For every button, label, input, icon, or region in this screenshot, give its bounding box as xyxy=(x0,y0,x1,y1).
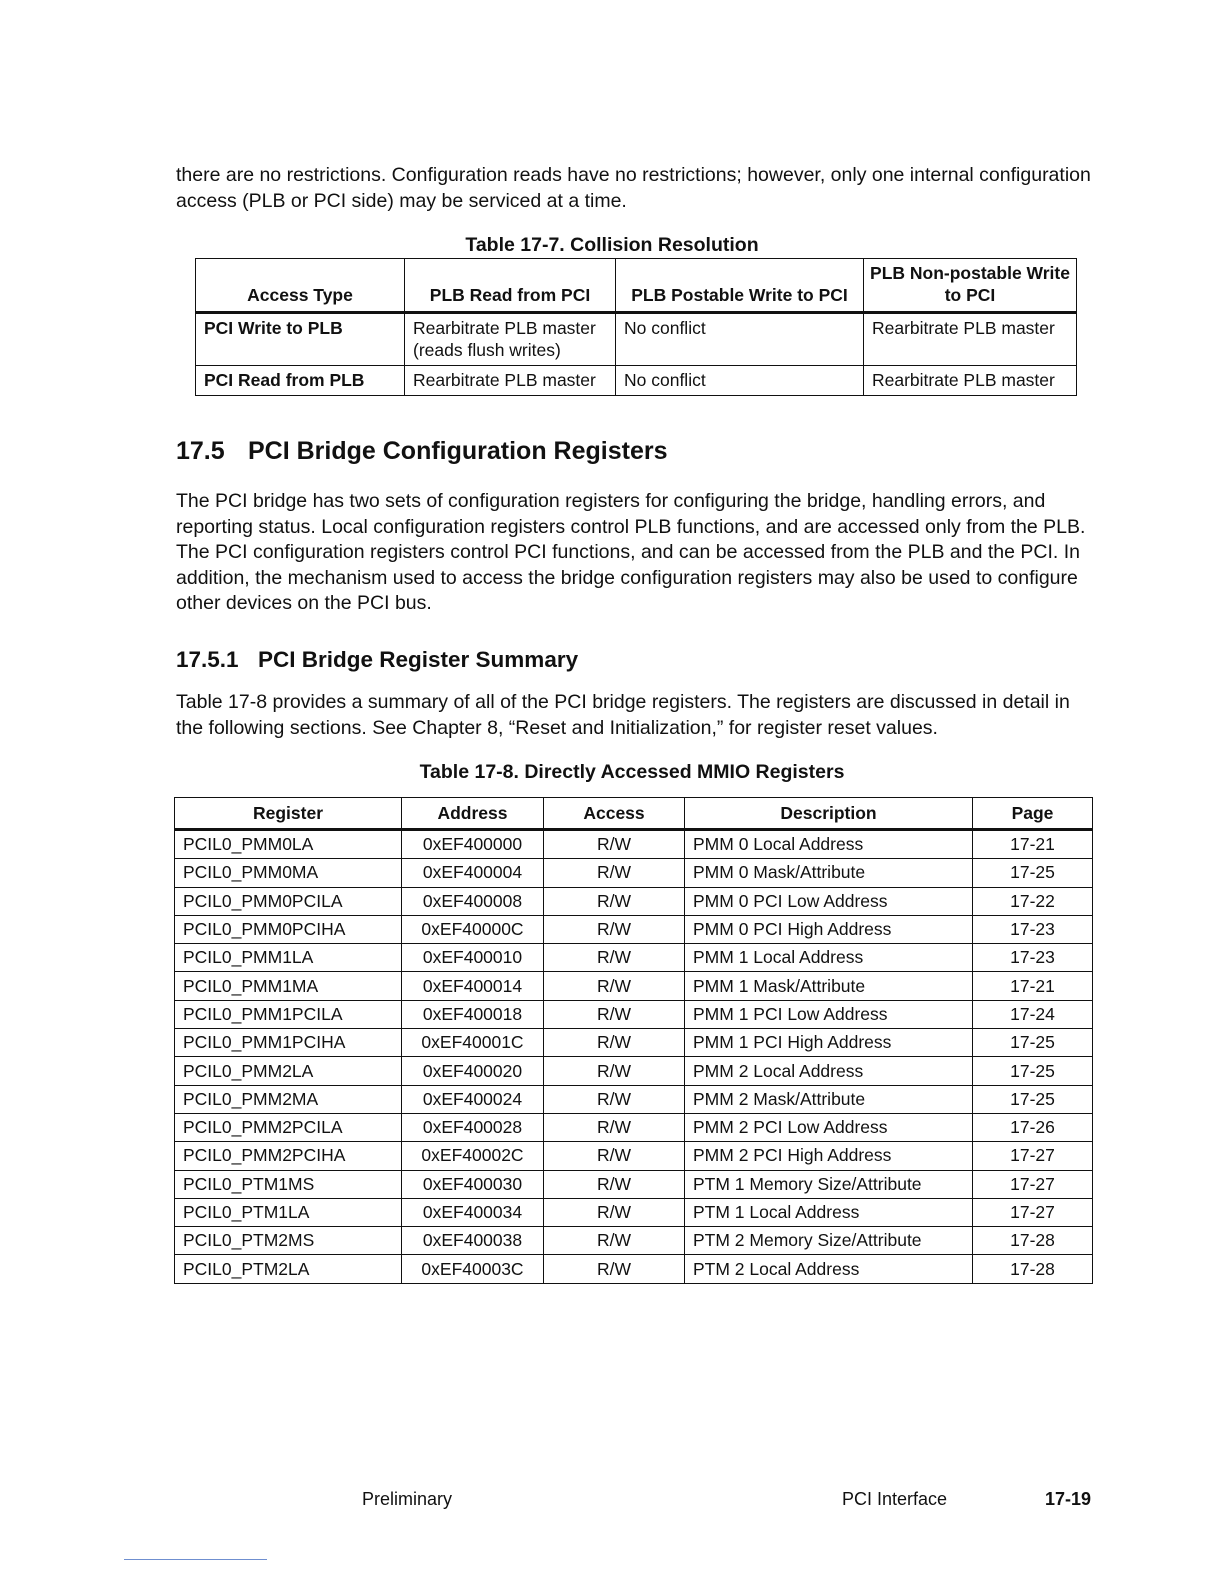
table-cell: 17-28 xyxy=(973,1227,1093,1255)
table-cell: 0xEF400004 xyxy=(402,859,544,887)
table-cell: 17-26 xyxy=(973,1113,1093,1141)
table-cell: 0xEF400014 xyxy=(402,972,544,1000)
table-cell: Rearbitrate PLB master xyxy=(864,366,1077,396)
table-cell: R/W xyxy=(544,1198,685,1226)
table-cell: R/W xyxy=(544,1000,685,1028)
table-row xyxy=(175,887,1093,915)
table-cell: Rearbitrate PLB master xyxy=(864,313,1077,366)
section-number: 17.5 xyxy=(176,437,225,465)
table-cell: 17-25 xyxy=(973,1029,1093,1057)
table-cell: No conflict xyxy=(616,313,864,366)
table-cell: PMM 0 PCI Low Address xyxy=(685,887,973,915)
table-cell: PCIL0_PMM2PCIHA xyxy=(175,1142,402,1170)
table-cell: R/W xyxy=(544,887,685,915)
table-cell: 0xEF40000C xyxy=(402,915,544,943)
table-cell: PCIL0_PMM2PCILA xyxy=(175,1113,402,1141)
table-cell: 0xEF40002C xyxy=(402,1142,544,1170)
table-row xyxy=(175,1170,1093,1198)
header-cell: Access xyxy=(544,798,685,830)
table-cell: 17-21 xyxy=(973,830,1093,859)
intro-paragraph: there are no restrictions. Configuration reads have no restrictions; however, only one internal configuration access (PLB or PCI side) may be serviced at a time. xyxy=(176,164,1091,212)
table-cell: PCIL0_PMM1LA xyxy=(175,944,402,972)
table-cell: 17-25 xyxy=(973,1057,1093,1085)
section-17-5-1-heading xyxy=(176,647,578,673)
table-cell: PMM 1 Local Address xyxy=(685,944,973,972)
table-cell: 17-23 xyxy=(973,944,1093,972)
header-cell: PLB Read from PCI xyxy=(405,259,616,313)
table-cell: PMM 1 PCI Low Address xyxy=(685,1000,973,1028)
table-cell: PMM 2 Mask/Attribute xyxy=(685,1085,973,1113)
mmio-registers-table xyxy=(174,797,1093,1284)
table-cell: 17-27 xyxy=(973,1170,1093,1198)
table-cell: R/W xyxy=(544,859,685,887)
row-header-cell: PCI Write to PLB xyxy=(196,313,405,366)
table-cell: 17-27 xyxy=(973,1198,1093,1226)
table-17-7-caption: Table 17-7. Collision Resolution xyxy=(465,234,759,256)
header-cell: Page xyxy=(973,798,1093,830)
bottom-rule xyxy=(124,1559,267,1560)
table-row xyxy=(175,944,1093,972)
header-cell: Address xyxy=(402,798,544,830)
table-row xyxy=(175,1142,1093,1170)
table-17-8-caption: Table 17-8. Directly Accessed MMIO Registers xyxy=(419,761,845,783)
table-cell: 0xEF400010 xyxy=(402,944,544,972)
section-17-5-body: The PCI bridge has two sets of configuration registers for configuring the bridge, handling errors, and reporting status. Local configuration registers control PLB functions, and are accessed only from the PLB. The PCI configuration registers control PCI functions, and can be accessed from the PLB and the PCI. In addition, the mechanism used to access the bridge configuration registers may also be used to configure other devices on the PCI bus. xyxy=(176,490,1086,614)
table-cell: 0xEF400018 xyxy=(402,1000,544,1028)
table-cell: 17-25 xyxy=(973,859,1093,887)
table-row xyxy=(175,1085,1093,1113)
table-cell: 0xEF40003C xyxy=(402,1255,544,1283)
table-cell: PMM 2 PCI High Address xyxy=(685,1142,973,1170)
table-cell: PCIL0_PTM1LA xyxy=(175,1198,402,1226)
table-row xyxy=(175,1255,1093,1283)
table-cell: 0xEF400008 xyxy=(402,887,544,915)
table-cell: PCIL0_PMM0PCILA xyxy=(175,887,402,915)
table-cell: R/W xyxy=(544,1142,685,1170)
footer-status: Preliminary xyxy=(362,1489,453,1509)
table-row xyxy=(175,972,1093,1000)
table-cell: 17-27 xyxy=(973,1142,1093,1170)
table-cell: PMM 1 PCI High Address xyxy=(685,1029,973,1057)
table-cell: 0xEF40001C xyxy=(402,1029,544,1057)
section-number: 17.5.1 xyxy=(176,647,239,672)
table-cell: PTM 2 Memory Size/Attribute xyxy=(685,1227,973,1255)
table-cell: R/W xyxy=(544,1170,685,1198)
table-cell: R/W xyxy=(544,1227,685,1255)
table-cell: R/W xyxy=(544,972,685,1000)
table-cell: 0xEF400000 xyxy=(402,830,544,859)
table-cell: PCIL0_PMM1PCILA xyxy=(175,1000,402,1028)
table-row xyxy=(175,1057,1093,1085)
table-cell: PCIL0_PTM1MS xyxy=(175,1170,402,1198)
table-cell: PMM 0 Local Address xyxy=(685,830,973,859)
table-cell: 17-22 xyxy=(973,887,1093,915)
table-cell: PTM 2 Local Address xyxy=(685,1255,973,1283)
table-cell: No conflict xyxy=(616,366,864,396)
table-cell: R/W xyxy=(544,830,685,859)
header-cell: Register xyxy=(175,798,402,830)
table-cell: 17-24 xyxy=(973,1000,1093,1028)
table-cell: PCIL0_PMM0LA xyxy=(175,830,402,859)
table-cell: R/W xyxy=(544,1029,685,1057)
table-cell: R/W xyxy=(544,1255,685,1283)
table-cell: 0xEF400030 xyxy=(402,1170,544,1198)
table-cell: PCIL0_PMM0PCIHA xyxy=(175,915,402,943)
table-cell: 0xEF400024 xyxy=(402,1085,544,1113)
table-row xyxy=(196,366,1077,396)
table-cell: PCIL0_PTM2LA xyxy=(175,1255,402,1283)
table-cell: R/W xyxy=(544,1057,685,1085)
table-row xyxy=(175,1000,1093,1028)
footer-page-number: 17-19 xyxy=(1045,1489,1092,1509)
table-header-row xyxy=(196,259,1077,313)
row-header-cell: PCI Read from PLB xyxy=(196,366,405,396)
table-cell: 0xEF400038 xyxy=(402,1227,544,1255)
table-cell: PMM 0 PCI High Address xyxy=(685,915,973,943)
table-row xyxy=(175,1198,1093,1226)
table-cell: R/W xyxy=(544,944,685,972)
table-cell: PTM 1 Memory Size/Attribute xyxy=(685,1170,973,1198)
table-cell: 0xEF400028 xyxy=(402,1113,544,1141)
table-row xyxy=(175,915,1093,943)
header-cell: PLB Non-postable Write to PCI xyxy=(864,259,1077,313)
table-cell: PMM 2 PCI Low Address xyxy=(685,1113,973,1141)
header-cell: Description xyxy=(685,798,973,830)
table-cell: PCIL0_PTM2MS xyxy=(175,1227,402,1255)
table-cell: 0xEF400034 xyxy=(402,1198,544,1226)
table-cell: Rearbitrate PLB master (reads flush writes) xyxy=(405,313,616,366)
table-cell: PCIL0_PMM1MA xyxy=(175,972,402,1000)
table-cell: PMM 1 Mask/Attribute xyxy=(685,972,973,1000)
table-cell: 0xEF400020 xyxy=(402,1057,544,1085)
header-cell: PLB Postable Write to PCI xyxy=(616,259,864,313)
table-row xyxy=(175,1113,1093,1141)
table-cell: R/W xyxy=(544,1085,685,1113)
table-cell: PCIL0_PMM0MA xyxy=(175,859,402,887)
footer-chapter: PCI Interface xyxy=(842,1489,948,1509)
table-cell: Rearbitrate PLB master xyxy=(405,366,616,396)
table-cell: 17-21 xyxy=(973,972,1093,1000)
table-cell: PMM 0 Mask/Attribute xyxy=(685,859,973,887)
table-row xyxy=(196,313,1077,366)
table-cell: PMM 2 Local Address xyxy=(685,1057,973,1085)
table-header-row xyxy=(175,798,1093,830)
section-17-5-heading xyxy=(176,437,667,466)
table-cell: 17-25 xyxy=(973,1085,1093,1113)
table-row xyxy=(175,1029,1093,1057)
table-cell: PTM 1 Local Address xyxy=(685,1198,973,1226)
table-cell: PCIL0_PMM2MA xyxy=(175,1085,402,1113)
table-row xyxy=(175,830,1093,859)
table-cell: PCIL0_PMM1PCIHA xyxy=(175,1029,402,1057)
section-title: PCI Bridge Configuration Registers xyxy=(248,437,668,465)
section-17-5-1-body: Table 17-8 provides a summary of all of the PCI bridge registers. The registers are discussed in detail in the following sections. See Chapter 8, “Reset and Initialization,” for register reset values. xyxy=(176,691,1070,739)
section-title: PCI Bridge Register Summary xyxy=(258,647,579,672)
table-cell: R/W xyxy=(544,1113,685,1141)
table-cell: PCIL0_PMM2LA xyxy=(175,1057,402,1085)
table-row xyxy=(175,859,1093,887)
table-cell: 17-23 xyxy=(973,915,1093,943)
table-cell: R/W xyxy=(544,915,685,943)
collision-resolution-table xyxy=(195,258,1077,396)
table-row xyxy=(175,1227,1093,1255)
header-cell: Access Type xyxy=(196,259,405,313)
table-cell: 17-28 xyxy=(973,1255,1093,1283)
